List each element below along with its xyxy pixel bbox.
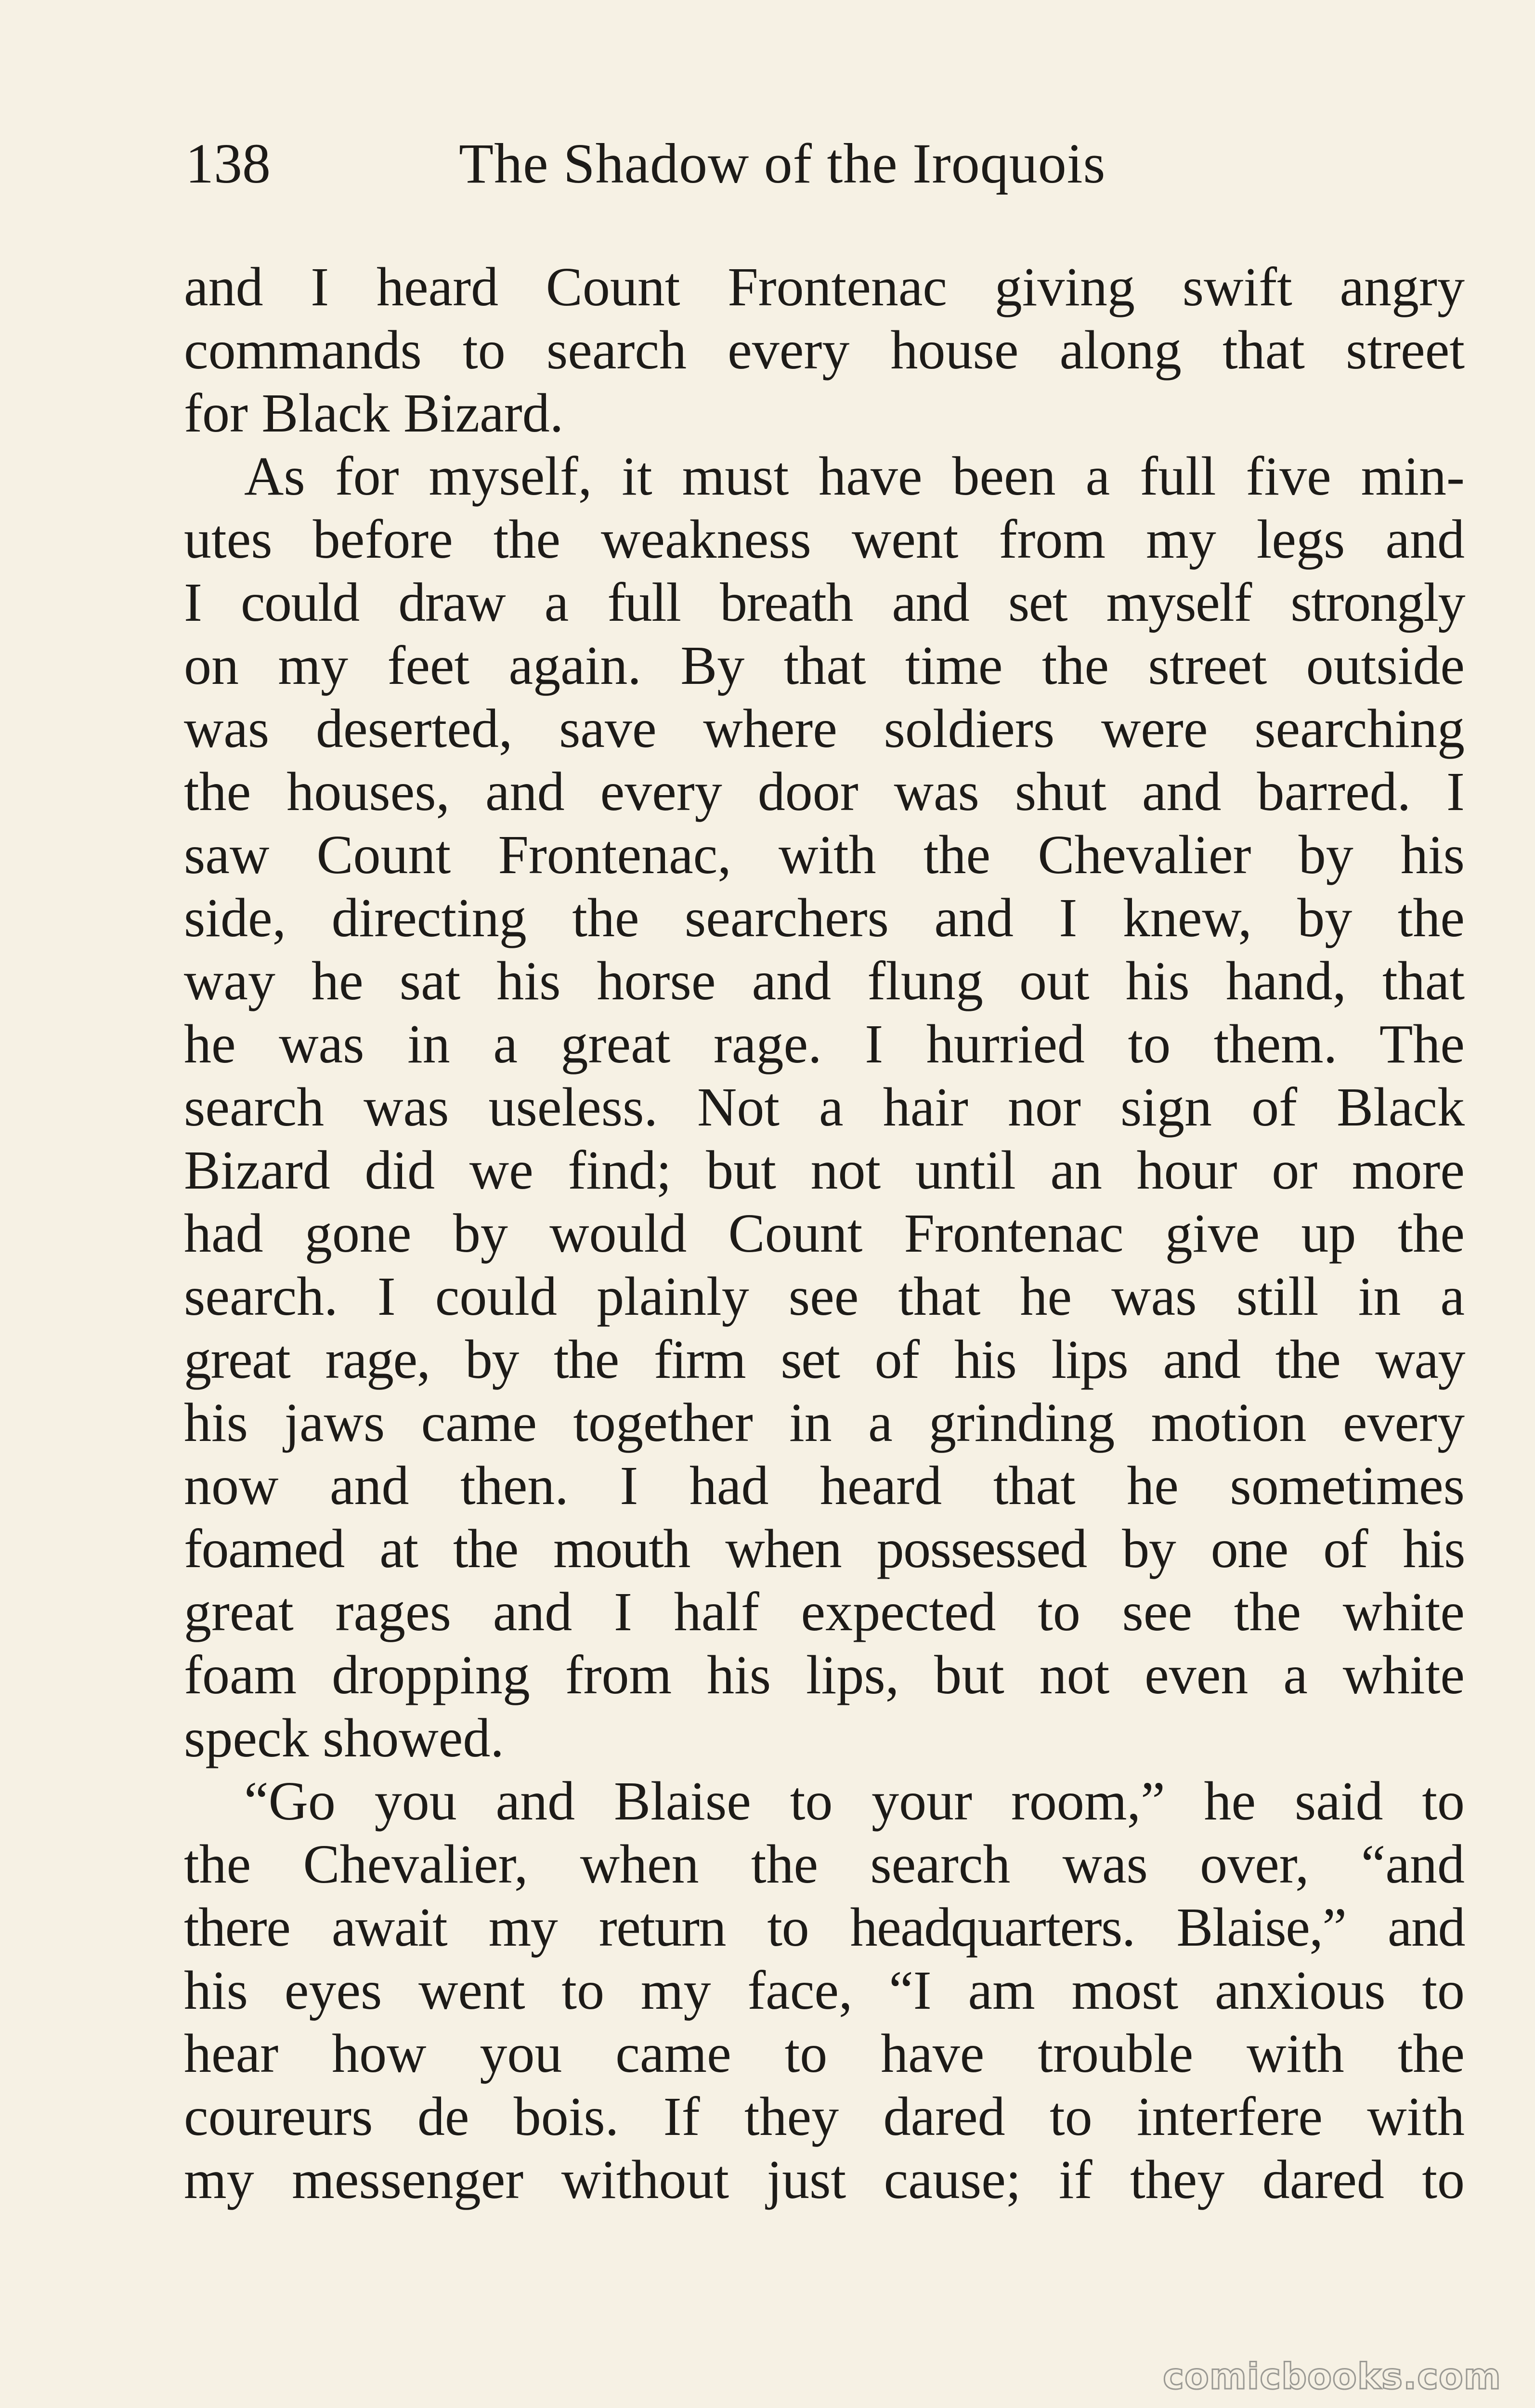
text-line: coureurs de bois. If they dared to interfere with — [184, 2086, 1465, 2147]
running-head — [185, 123, 1476, 205]
text-line: speck showed. — [184, 1707, 504, 1768]
text-line: way he sat his horse and flung out his hand, that — [184, 950, 1465, 1011]
text-line: search. I could plainly see that he was still in a — [184, 1266, 1465, 1327]
text-line: his eyes went to my face, “I am most anxious to — [184, 1960, 1465, 2021]
text-line: was deserted, save where soldiers were searching — [184, 698, 1465, 759]
page-number: 138 — [185, 132, 271, 195]
text-line: on my feet again. By that time the street outside — [184, 635, 1465, 696]
text-line: there await my return to headquarters. Blaise,” and — [184, 1897, 1465, 1958]
text-line: great rage, by the firm set of his lips and the way — [184, 1329, 1465, 1390]
text-line: the houses, and every door was shut and barred. I — [184, 761, 1465, 822]
text-line: now and then. I had heard that he sometimes — [184, 1455, 1465, 1516]
text-line: hear how you came to have trouble with the — [184, 2023, 1465, 2084]
text-line: Bizard did we find; but not until an hour or more — [184, 1139, 1465, 1201]
text-line: and I heard Count Frontenac giving swift angry — [184, 256, 1465, 317]
text-line: great rages and I half expected to see the white — [184, 1581, 1465, 1642]
text-line: As for myself, it must have been a full five min- — [244, 445, 1465, 507]
text-line: had gone by would Count Frontenac give up the — [184, 1203, 1465, 1264]
text-line: my messenger without just cause; if they dared to — [184, 2149, 1465, 2210]
text-line: side, directing the searchers and I knew, by the — [184, 887, 1465, 948]
text-line: the Chevalier, when the search was over, “and — [184, 1833, 1465, 1895]
text-line: for Black Bizard. — [184, 382, 564, 444]
text-line: he was in a great rage. I hurried to them. The — [184, 1013, 1465, 1074]
text-line: search was useless. Not a hair nor sign of Black — [184, 1076, 1465, 1138]
text-line: I could draw a full breath and set myself strongly — [184, 572, 1465, 633]
text-line: foamed at the mouth when possessed by one of his — [184, 1518, 1465, 1579]
body-text — [184, 255, 1465, 2211]
text-line: utes before the weakness went from my legs and — [184, 509, 1465, 570]
text-line: his jaws came together in a grinding motion every — [184, 1392, 1465, 1453]
text-line: commands to search every house along that street — [184, 319, 1465, 380]
text-line: “Go you and Blaise to your room,” he said to — [244, 1770, 1465, 1832]
text-line: saw Count Frontenac, with the Chevalier by his — [184, 824, 1465, 885]
running-title: The Shadow of the Iroquois — [459, 132, 1106, 195]
text-line: foam dropping from his lips, but not even a white — [184, 1644, 1465, 1705]
watermark: comicbooks.com — [1163, 2356, 1501, 2397]
